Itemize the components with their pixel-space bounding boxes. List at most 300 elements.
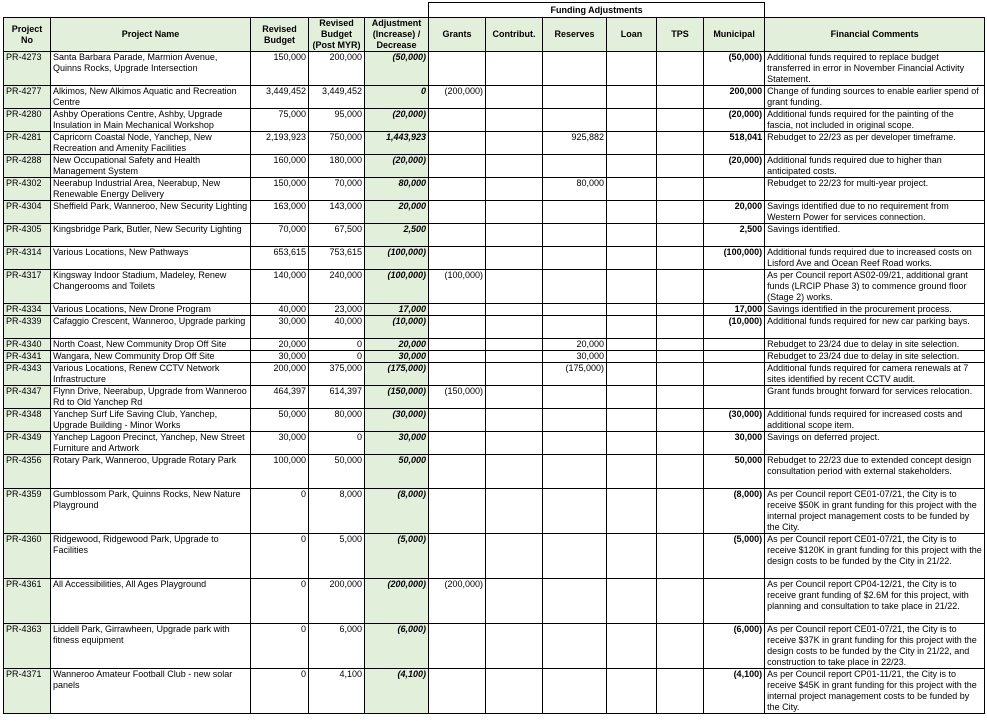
adjustment-cell: (4,100) [365,669,429,714]
project-number-cell: PR-4302 [4,178,51,201]
reserves-cell [543,455,607,489]
table-row [4,363,985,386]
municipal-cell: (30,000) [704,409,765,432]
grants-cell [429,351,486,363]
project-name-cell: Wanneroo Amateur Football Club - new solar panels [51,669,251,714]
table-row [4,224,985,247]
tps-cell [657,304,704,316]
contributions-cell [486,386,543,409]
reserves-cell [543,224,607,247]
revised-budget-cell: 30,000 [251,316,309,339]
loan-cell [607,489,657,534]
table-body [4,52,985,714]
grants-cell [429,409,486,432]
contributions-cell [486,432,543,455]
revised-budget-post-myr-cell: 4,100 [309,669,365,714]
grants-cell [429,224,486,247]
financial-comment-cell: Additional funds required for new car parking bays. [765,316,985,339]
header-revised-budget: Revised Budget [251,18,309,52]
project-number-cell: PR-4371 [4,669,51,714]
municipal-cell [704,270,765,304]
loan-cell [607,455,657,489]
contributions-cell [486,579,543,624]
loan-cell [607,247,657,270]
revised-budget-post-myr-cell: 0 [309,339,365,351]
adjustment-cell: (20,000) [365,155,429,178]
revised-budget-cell: 0 [251,534,309,579]
project-number-cell: PR-4317 [4,270,51,304]
table-row [4,455,985,489]
revised-budget-post-myr-cell: 70,000 [309,178,365,201]
revised-budget-post-myr-cell: 0 [309,351,365,363]
revised-budget-post-myr-cell: 50,000 [309,455,365,489]
municipal-cell [704,178,765,201]
loan-cell [607,339,657,351]
financial-comment-cell: Savings on deferred project. [765,432,985,455]
revised-budget-cell: 150,000 [251,178,309,201]
reserves-cell: 925,882 [543,132,607,155]
funding-adjustments-heading: Funding Adjustments [429,3,765,18]
contributions-cell [486,669,543,714]
adjustment-cell: 20,000 [365,339,429,351]
project-name-cell: Various Locations, Renew CCTV Network Infrastructure [51,363,251,386]
municipal-cell [704,386,765,409]
loan-cell [607,669,657,714]
table-row [4,579,985,624]
project-number-cell: PR-4304 [4,201,51,224]
revised-budget-cell: 160,000 [251,155,309,178]
financial-comment-cell: As per Council report CE01-07/21, the City is to receive $37K in grant funding for this project with the design costs to be funded by the City in 21/22, and construction to take place in 22/23. [765,624,985,669]
revised-budget-cell: 30,000 [251,351,309,363]
project-number-cell: PR-4288 [4,155,51,178]
project-name-cell: Liddell Park, Girrawheen, Upgrade park with fitness equipment [51,624,251,669]
project-number-cell: PR-4359 [4,489,51,534]
revised-budget-post-myr-cell: 0 [309,432,365,455]
loan-cell [607,86,657,109]
project-name-cell: Cafaggio Crescent, Wanneroo, Upgrade parking [51,316,251,339]
adjustment-cell: (5,000) [365,534,429,579]
adjustment-cell: 80,000 [365,178,429,201]
loan-cell [607,155,657,178]
tps-cell [657,86,704,109]
adjustment-cell: (200,000) [365,579,429,624]
revised-budget-post-myr-cell: 750,000 [309,132,365,155]
contributions-cell [486,363,543,386]
project-number-cell: PR-4347 [4,386,51,409]
header-group-row [4,3,985,18]
contributions-cell [486,624,543,669]
reserves-cell [543,52,607,86]
tps-cell [657,669,704,714]
financial-comment-cell: Rebudget to 23/24 due to delay in site selection. [765,339,985,351]
tps-cell [657,178,704,201]
grants-cell [429,339,486,351]
contributions-cell [486,178,543,201]
adjustment-cell: (150,000) [365,386,429,409]
tps-cell [657,409,704,432]
revised-budget-cell: 70,000 [251,224,309,247]
project-number-cell: PR-4277 [4,86,51,109]
revised-budget-cell: 3,449,452 [251,86,309,109]
financial-comment-cell: Rebudget to 22/23 for multi-year project. [765,178,985,201]
tps-cell [657,247,704,270]
grants-cell [429,669,486,714]
financial-comment-cell: Savings identified. [765,224,985,247]
project-name-cell: Gumblossom Park, Quinns Rocks, New Nature Playground [51,489,251,534]
contributions-cell [486,52,543,86]
tps-cell [657,351,704,363]
revised-budget-cell: 20,000 [251,339,309,351]
municipal-cell: (100,000) [704,247,765,270]
adjustment-cell: (8,000) [365,489,429,534]
project-name-cell: Neerabup Industrial Area, Neerabup, New Renewable Energy Delivery [51,178,251,201]
reserves-cell [543,201,607,224]
header-financial-comments: Financial Comments [765,18,985,52]
financial-comment-cell: Additional funds required due to higher than anticipated costs. [765,155,985,178]
adjustments-table [3,2,985,714]
header-project-name: Project Name [51,18,251,52]
table-row [4,624,985,669]
table-row [4,155,985,178]
project-name-cell: Yanchep Surf Life Saving Club, Yanchep, Upgrade Building - Minor Works [51,409,251,432]
revised-budget-cell: 0 [251,669,309,714]
grants-cell [429,432,486,455]
table-row [4,201,985,224]
header-row [4,18,985,52]
revised-budget-post-myr-cell: 40,000 [309,316,365,339]
contributions-cell [486,155,543,178]
financial-comment-cell: As per Council report CP01-11/21, the City is to receive $45K in grant funding for this project with the internal project management costs to be funded by the City. [765,669,985,714]
revised-budget-post-myr-cell: 67,500 [309,224,365,247]
financial-comment-cell: As per Council report CP04-12/21, the City is to receive grant funding of $2.6M for this project, with planning and consultation to take place in 21/22. [765,579,985,624]
revised-budget-post-myr-cell: 375,000 [309,363,365,386]
revised-budget-cell: 140,000 [251,270,309,304]
revised-budget-post-myr-cell: 5,000 [309,534,365,579]
table-row [4,409,985,432]
loan-cell [607,579,657,624]
contributions-cell [486,224,543,247]
contributions-cell [486,304,543,316]
project-number-cell: PR-4281 [4,132,51,155]
contributions-cell [486,201,543,224]
project-name-cell: New Occupational Safety and Health Management System [51,155,251,178]
reserves-cell [543,304,607,316]
adjustment-cell: 1,443,923 [365,132,429,155]
reserves-cell [543,579,607,624]
reserves-cell [543,386,607,409]
reserves-cell: 20,000 [543,339,607,351]
header-spacer [4,3,429,18]
grants-cell [429,304,486,316]
financial-comment-cell: Rebudget to 23/24 due to delay in site selection. [765,351,985,363]
tps-cell [657,624,704,669]
table-row [4,386,985,409]
contributions-cell [486,247,543,270]
municipal-cell [704,351,765,363]
grants-cell: (200,000) [429,86,486,109]
contributions-cell [486,86,543,109]
project-name-cell: Santa Barbara Parade, Marmion Avenue, Quinns Rocks, Upgrade Intersection [51,52,251,86]
loan-cell [607,201,657,224]
project-name-cell: All Accessibilities, All Ages Playground [51,579,251,624]
municipal-cell: 200,000 [704,86,765,109]
adjustment-cell: 2,500 [365,224,429,247]
project-number-cell: PR-4341 [4,351,51,363]
table-row [4,178,985,201]
reserves-cell [543,86,607,109]
table-row [4,132,985,155]
loan-cell [607,624,657,669]
grants-cell [429,489,486,534]
adjustment-cell: (30,000) [365,409,429,432]
revised-budget-post-myr-cell: 23,000 [309,304,365,316]
revised-budget-post-myr-cell: 95,000 [309,109,365,132]
adjustment-cell: (100,000) [365,247,429,270]
tps-cell [657,339,704,351]
tps-cell [657,363,704,386]
financial-comment-cell: As per Council report AS02-09/21, additional grant funds (LRCIP Phase 3) to commence ground floor (Stage 2) works. [765,270,985,304]
project-number-cell: PR-4361 [4,579,51,624]
loan-cell [607,432,657,455]
financial-comment-cell: Rebudget to 22/23 due to extended concept design consultation period with external stakeholders. [765,455,985,489]
financial-comment-cell: Grant funds brought forward for services relocation. [765,386,985,409]
project-number-cell: PR-4280 [4,109,51,132]
tps-cell [657,579,704,624]
grants-cell [429,155,486,178]
reserves-cell [543,432,607,455]
table-row [4,351,985,363]
adjustment-cell: (100,000) [365,270,429,304]
loan-cell [607,224,657,247]
project-name-cell: Ridgewood, Ridgewood Park, Upgrade to Facilities [51,534,251,579]
project-number-cell: PR-4339 [4,316,51,339]
reserves-cell [543,109,607,132]
reserves-cell: 30,000 [543,351,607,363]
grants-cell [429,247,486,270]
financial-comment-cell: As per Council report CE01-07/21, the City is to receive $50K in grant funding for this project with the internal project management costs to be funded by the City. [765,489,985,534]
project-name-cell: Yanchep Lagoon Precinct, Yanchep, New Street Furniture and Artwork [51,432,251,455]
reserves-cell [543,316,607,339]
municipal-cell: (5,000) [704,534,765,579]
header-grants: Grants [429,18,486,52]
municipal-cell: (20,000) [704,155,765,178]
adjustment-cell: 0 [365,86,429,109]
reserves-cell [543,409,607,432]
financial-comment-cell: Additional funds required due to increased costs on Lisford Ave and Ocean Reef Road works. [765,247,985,270]
financial-comment-cell: Additional funds required for increased costs and additional scope item. [765,409,985,432]
tps-cell [657,316,704,339]
municipal-cell: 2,500 [704,224,765,247]
revised-budget-cell: 150,000 [251,52,309,86]
project-name-cell: Flynn Drive, Neerabup, Upgrade from Wanneroo Rd to Old Yanchep Rd [51,386,251,409]
reserves-cell [543,270,607,304]
project-number-cell: PR-4360 [4,534,51,579]
revised-budget-cell: 2,193,923 [251,132,309,155]
municipal-cell: 50,000 [704,455,765,489]
financial-comment-cell: Additional funds required for camera renewals at 7 sites identified by recent CCTV audit. [765,363,985,386]
municipal-cell: (50,000) [704,52,765,86]
revised-budget-post-myr-cell: 240,000 [309,270,365,304]
tps-cell [657,270,704,304]
municipal-cell: 30,000 [704,432,765,455]
revised-budget-cell: 653,615 [251,247,309,270]
project-number-cell: PR-4356 [4,455,51,489]
revised-budget-cell: 75,000 [251,109,309,132]
header-municipal: Municipal [704,18,765,52]
contributions-cell [486,339,543,351]
reserves-cell [543,155,607,178]
reserves-cell [543,624,607,669]
contributions-cell [486,534,543,579]
grants-cell: (100,000) [429,270,486,304]
project-name-cell: Sheffield Park, Wanneroo, New Security Lighting [51,201,251,224]
municipal-cell: (8,000) [704,489,765,534]
header-project-no: Project No [4,18,51,52]
project-name-cell: Alkimos, New Alkimos Aquatic and Recreation Centre [51,86,251,109]
municipal-cell: (10,000) [704,316,765,339]
project-name-cell: Ashby Operations Centre, Ashby, Upgrade Insulation in Main Mechanical Workshop [51,109,251,132]
header-contributions: Contribut. [486,18,543,52]
municipal-cell: 518,041 [704,132,765,155]
tps-cell [657,155,704,178]
municipal-cell [704,579,765,624]
capital-works-adjustments-sheet [3,2,984,714]
loan-cell [607,363,657,386]
grants-cell [429,178,486,201]
grants-cell [429,201,486,224]
project-name-cell: Various Locations, New Pathways [51,247,251,270]
grants-cell [429,316,486,339]
revised-budget-cell: 40,000 [251,304,309,316]
revised-budget-cell: 50,000 [251,409,309,432]
revised-budget-post-myr-cell: 200,000 [309,579,365,624]
revised-budget-post-myr-cell: 80,000 [309,409,365,432]
adjustment-cell: 17,000 [365,304,429,316]
loan-cell [607,409,657,432]
tps-cell [657,132,704,155]
financial-comment-cell: Rebudget to 22/23 as per developer timeframe. [765,132,985,155]
grants-cell [429,455,486,489]
project-name-cell: Various Locations, New Drone Program [51,304,251,316]
financial-comment-cell: Additional funds required to replace budget transferred in error in November Financial Activity Statement. [765,52,985,86]
grants-cell [429,109,486,132]
adjustment-cell: 30,000 [365,432,429,455]
contributions-cell [486,351,543,363]
tps-cell [657,489,704,534]
project-number-cell: PR-4340 [4,339,51,351]
table-row [4,86,985,109]
tps-cell [657,109,704,132]
financial-comment-cell: Savings identified in the procurement process. [765,304,985,316]
municipal-cell: 17,000 [704,304,765,316]
revised-budget-cell: 0 [251,624,309,669]
loan-cell [607,351,657,363]
contributions-cell [486,316,543,339]
header-tps: TPS [657,18,704,52]
project-number-cell: PR-4273 [4,52,51,86]
loan-cell [607,178,657,201]
financial-comment-cell: Change of funding sources to enable earlier spend of grant funding. [765,86,985,109]
table-row [4,247,985,270]
project-number-cell: PR-4334 [4,304,51,316]
municipal-cell: 20,000 [704,201,765,224]
adjustment-cell: (50,000) [365,52,429,86]
grants-cell [429,52,486,86]
table-row [4,52,985,86]
loan-cell [607,386,657,409]
reserves-cell [543,669,607,714]
loan-cell [607,52,657,86]
revised-budget-cell: 0 [251,579,309,624]
reserves-cell: 80,000 [543,178,607,201]
loan-cell [607,132,657,155]
project-number-cell: PR-4314 [4,247,51,270]
revised-budget-post-myr-cell: 6,000 [309,624,365,669]
table-row [4,270,985,304]
grants-cell [429,132,486,155]
header-reserves: Reserves [543,18,607,52]
adjustment-cell: (20,000) [365,109,429,132]
revised-budget-cell: 30,000 [251,432,309,455]
reserves-cell [543,534,607,579]
loan-cell [607,304,657,316]
revised-budget-cell: 200,000 [251,363,309,386]
project-name-cell: North Coast, New Community Drop Off Site [51,339,251,351]
project-name-cell: Kingsway Indoor Stadium, Madeley, Renew Changerooms and Toilets [51,270,251,304]
loan-cell [607,270,657,304]
adjustment-cell: (10,000) [365,316,429,339]
header-adjustment: Adjustment (Increase) / Decrease [365,18,429,52]
financial-comment-cell: As per Council report CE01-07/21, the City is to receive $120K in grant funding for this project with the design costs to be funded by the City in 21/22. [765,534,985,579]
grants-cell [429,624,486,669]
project-number-cell: PR-4349 [4,432,51,455]
financial-comment-cell: Savings identified due to no requirement from Western Power for services connection. [765,201,985,224]
table-row [4,316,985,339]
grants-cell: (200,000) [429,579,486,624]
municipal-cell: (20,000) [704,109,765,132]
contributions-cell [486,489,543,534]
adjustment-cell: (6,000) [365,624,429,669]
revised-budget-post-myr-cell: 200,000 [309,52,365,86]
table-row [4,432,985,455]
revised-budget-post-myr-cell: 3,449,452 [309,86,365,109]
revised-budget-post-myr-cell: 614,397 [309,386,365,409]
contributions-cell [486,270,543,304]
project-name-cell: Capricorn Coastal Node, Yanchep, New Recreation and Amenity Facilities [51,132,251,155]
reserves-cell: (175,000) [543,363,607,386]
loan-cell [607,316,657,339]
table-row [4,339,985,351]
tps-cell [657,224,704,247]
revised-budget-cell: 100,000 [251,455,309,489]
grants-cell [429,534,486,579]
table-row [4,534,985,579]
adjustment-cell: 50,000 [365,455,429,489]
project-number-cell: PR-4348 [4,409,51,432]
tps-cell [657,386,704,409]
adjustment-cell: (175,000) [365,363,429,386]
tps-cell [657,534,704,579]
municipal-cell [704,339,765,351]
contributions-cell [486,132,543,155]
contributions-cell [486,109,543,132]
project-name-cell: Kingsbridge Park, Butler, New Security Lighting [51,224,251,247]
project-name-cell: Wangara, New Community Drop Off Site [51,351,251,363]
tps-cell [657,201,704,224]
project-number-cell: PR-4363 [4,624,51,669]
municipal-cell: (4,100) [704,669,765,714]
tps-cell [657,455,704,489]
